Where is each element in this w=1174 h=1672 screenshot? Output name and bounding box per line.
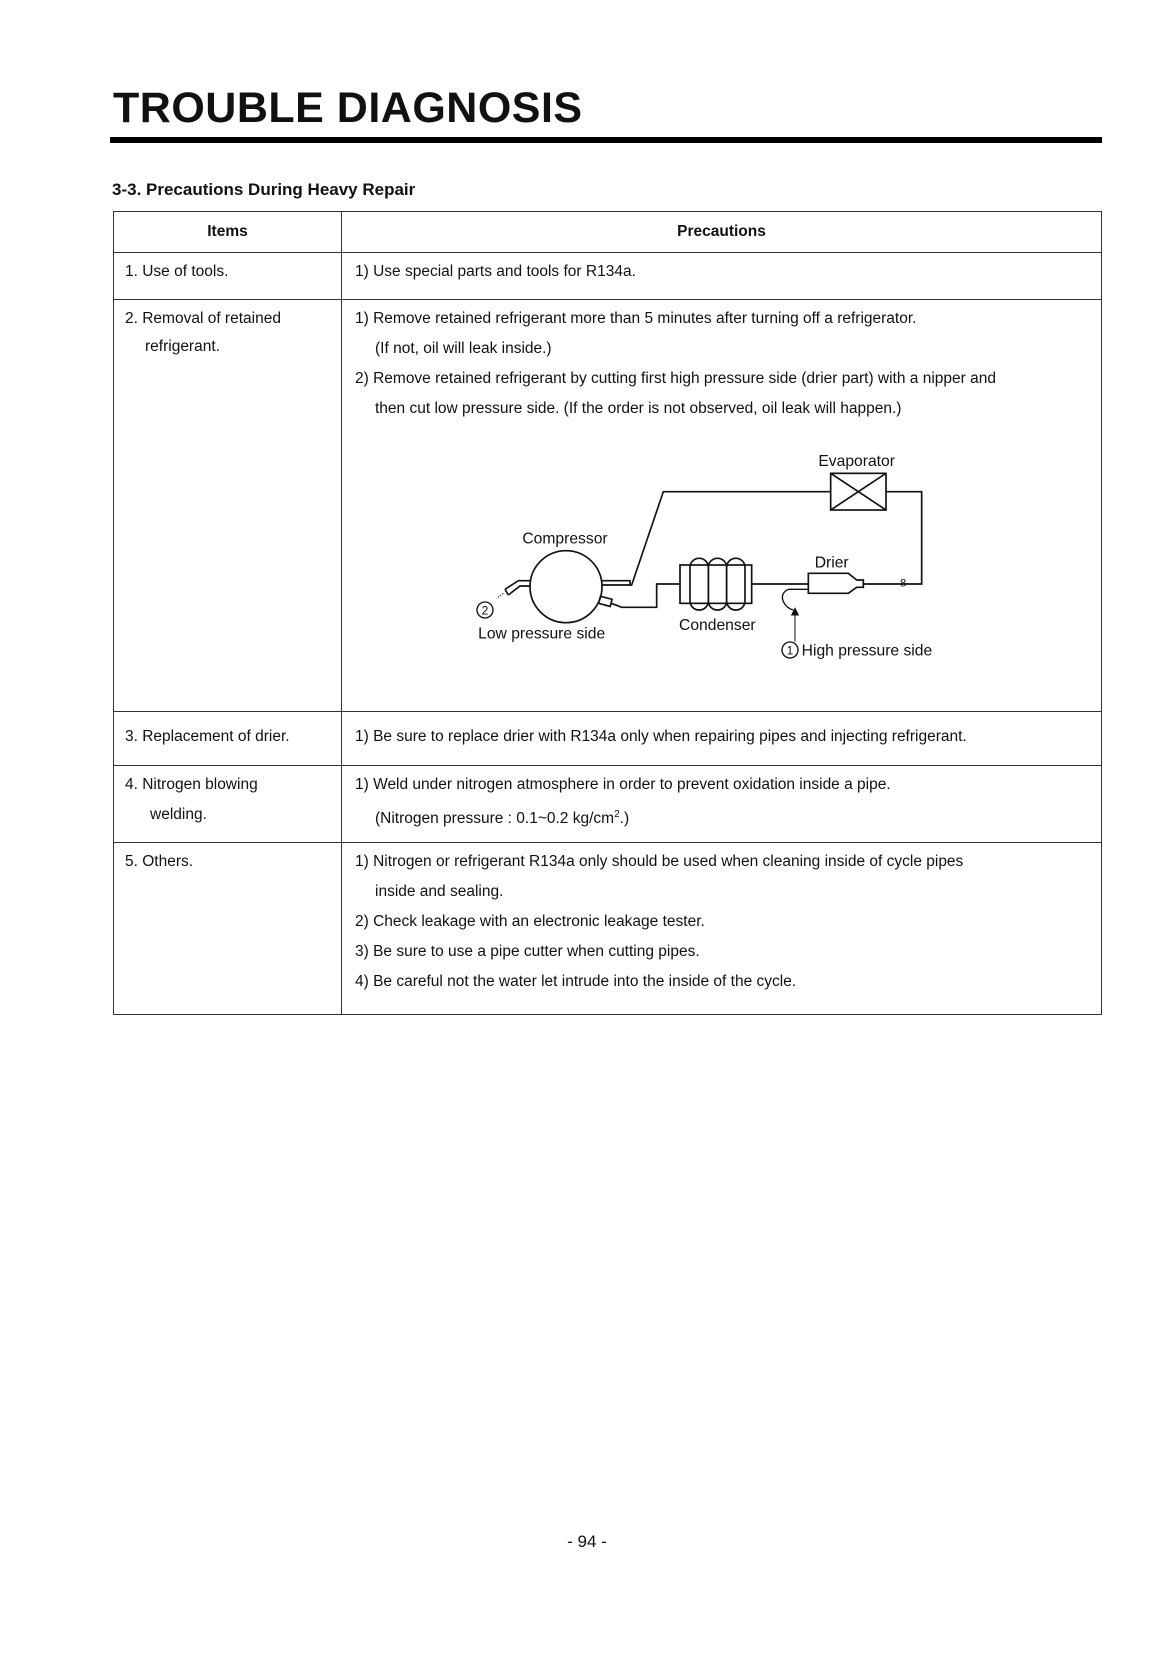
label-compressor: Compressor [522, 530, 608, 548]
low-pressure-pipe [505, 581, 531, 595]
arrow-icon [792, 608, 799, 641]
condenser-icon [680, 558, 752, 610]
drier-icon [808, 573, 863, 593]
label-drier: Drier [814, 554, 849, 572]
precaution-line: 2) Remove retained refrigerant by cutting first high pressure side (drier part) with a nipper and [355, 370, 996, 387]
precaution-line: 1) Nitrogen or refrigerant R134a only should be used when cleaning inside of cycle pipes [355, 853, 964, 870]
label-condenser: Condenser [679, 617, 756, 634]
precaution-line: 2) Check leakage with an electronic leakage tester. [355, 913, 705, 930]
precaution-line: inside and sealing. [375, 883, 504, 900]
compressor-icon [530, 551, 602, 623]
refrigeration-cycle-diagram [440, 430, 960, 670]
item-label: 1. Use of tools. [125, 263, 229, 280]
precaution-line: 4) Be careful not the water let intrude into the inside of the cycle. [355, 973, 797, 990]
precaution-line: 1) Use special parts and tools for R134a. [355, 263, 636, 280]
section-heading: 3-3. Precautions During Heavy Repair [112, 180, 416, 199]
precaution-line: 1) Remove retained refrigerant more than 5 minutes after turning off a refrigerator. [355, 310, 917, 327]
precaution-line: 1) Be sure to replace drier with R134a only when repairing pipes and injecting refrigerant. [355, 728, 967, 745]
item-label: 5. Others. [125, 853, 194, 870]
precaution-line: 3) Be sure to use a pipe cutter when cutting pipes. [355, 943, 700, 960]
label-low-pressure-side: Low pressure side [478, 625, 606, 643]
header-precautions: Precautions [342, 212, 1102, 253]
item-label: refrigerant. [145, 338, 220, 355]
item-label: welding. [150, 806, 207, 823]
precaution-line: 1) Weld under nitrogen atmosphere in order to prevent oxidation inside a pipe. [355, 776, 891, 793]
label-evaporator: Evaporator [818, 453, 895, 470]
precaution-line: then cut low pressure side. (If the order is not observed, oil leak will happen.) [375, 400, 902, 417]
return-pipe [863, 492, 921, 584]
table-row [114, 253, 1102, 300]
page-number: - 94 - [567, 1532, 607, 1551]
item-label: 4. Nitrogen blowing [125, 776, 258, 793]
header-items: Items [114, 212, 342, 253]
page-title: TROUBLE DIAGNOSIS [113, 84, 583, 132]
precaution-line: (Nitrogen pressure : 0.1~0.2 $kg/cm^2$.) [375, 809, 630, 828]
precaution-line: (If not, oil will leak inside.) [375, 340, 552, 357]
table-header [114, 212, 1102, 253]
item-label: 3. Replacement of drier. [125, 728, 290, 745]
svg-text:1: 1 [786, 643, 794, 658]
label-high-pressure-side: High pressure side [801, 642, 933, 660]
discharge-pipe [611, 584, 680, 607]
evaporator-icon [831, 473, 886, 510]
table-row [114, 766, 1102, 843]
table-row [114, 712, 1102, 766]
suction-pipe [602, 492, 831, 586]
title-rule [110, 137, 1102, 143]
svg-text:8: 8 [900, 577, 907, 590]
svg-text:2: 2 [481, 603, 489, 618]
item-label: 2. Removal of retained [125, 310, 281, 327]
table-row [114, 843, 1102, 1015]
